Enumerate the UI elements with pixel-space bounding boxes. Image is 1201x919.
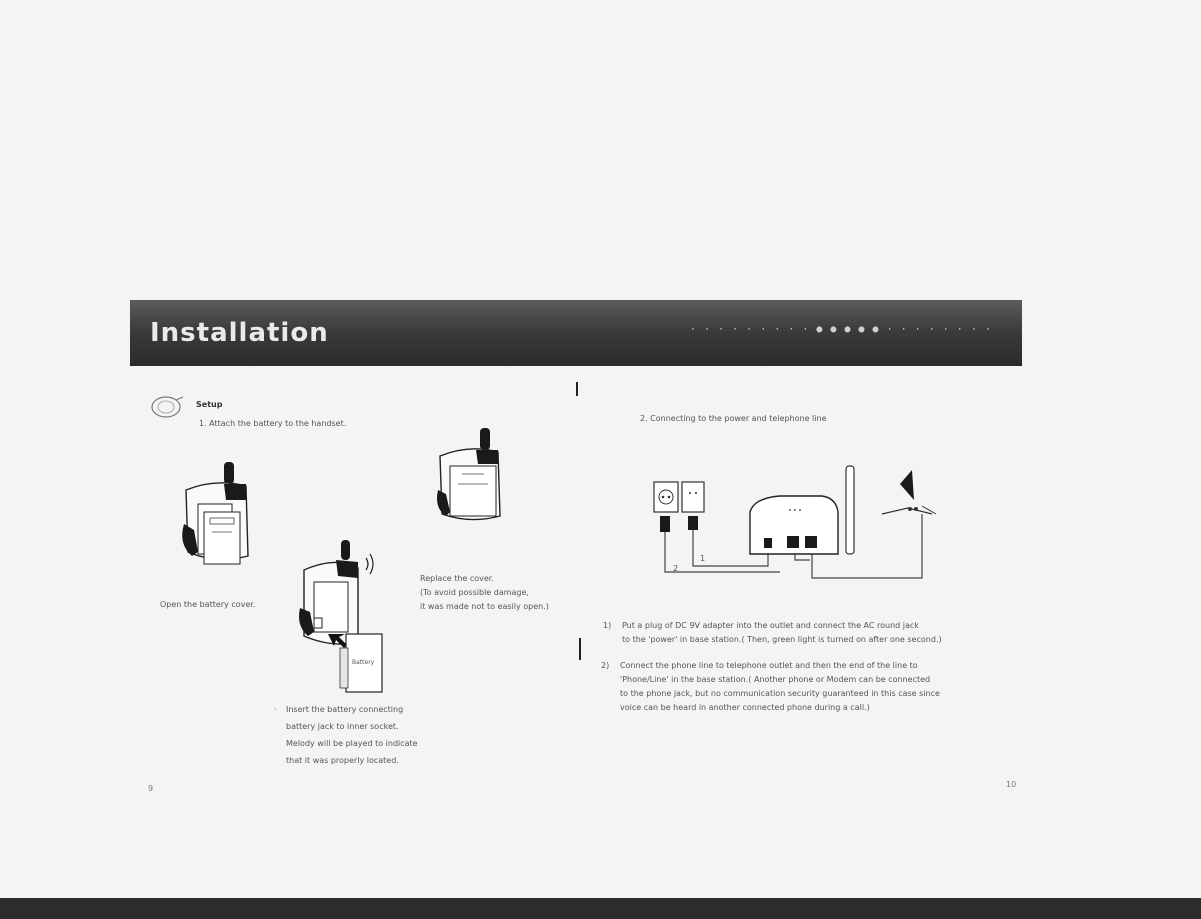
section-header-bar — [130, 300, 1022, 366]
section-title: Installation — [150, 318, 329, 348]
step1-text: 1. Attach the battery to the handset. — [199, 419, 347, 428]
insert-battery-line3: Melody will be played to indicate — [286, 739, 418, 748]
item1-number: 1) — [603, 621, 612, 630]
step2-text: 2. Connecting to the power and telephone line — [640, 414, 827, 423]
diagram-label-2: 2 — [673, 564, 679, 573]
battery-label: Battery — [352, 659, 375, 666]
replace-cover-line2: (To avoid possible damage, — [420, 588, 529, 597]
handset-open-cover-illustration — [176, 460, 256, 572]
page-number-left: 9 — [148, 784, 154, 793]
replace-cover-line3: it was made not to easily open.) — [420, 602, 549, 611]
page-divider-top — [576, 382, 578, 396]
item1-line2: to the 'power' in base station.( Then, green light is turned on after one second.) — [622, 635, 942, 644]
page-divider-bottom — [579, 638, 581, 660]
power-phone-connection-diagram — [650, 462, 942, 582]
item2-line4: voice can be heard in another connected phone during a call.) — [620, 703, 870, 712]
item2-line1: Connect the phone line to telephone outlet and then the end of the line to — [620, 661, 918, 670]
setup-icon — [150, 394, 186, 420]
insert-battery-line2: battery jack to inner socket. — [286, 722, 399, 731]
item2-line3: to the phone jack, but no communication security guaranteed in this case since — [620, 689, 940, 698]
item1-line1: Put a plug of DC 9V adapter into the outlet and connect the AC round jack — [622, 621, 919, 630]
scan-edge — [0, 898, 1201, 919]
page-number-right: 10 — [1006, 780, 1017, 789]
handset-insert-battery-illustration — [286, 538, 396, 698]
item2-number: 2) — [601, 661, 610, 670]
insert-battery-line4: that it was properly located. — [286, 756, 399, 765]
insert-battery-line1: Insert the battery connecting — [286, 705, 404, 714]
diagram-label-1: 1 — [700, 554, 706, 563]
setup-heading: Setup — [196, 400, 223, 409]
insert-battery-bullet: · — [274, 705, 277, 714]
replace-cover-line1: Replace the cover. — [420, 574, 494, 583]
header-decoration: · · · · · · · · · ● ● ● ● ● · · · · · · · · — [690, 324, 992, 335]
open-cover-caption: Open the battery cover. — [160, 600, 256, 609]
item2-line2: 'Phone/Line' in the base station.( Another phone or Modem can be connected — [620, 675, 931, 684]
handset-replace-cover-illustration — [428, 426, 508, 526]
